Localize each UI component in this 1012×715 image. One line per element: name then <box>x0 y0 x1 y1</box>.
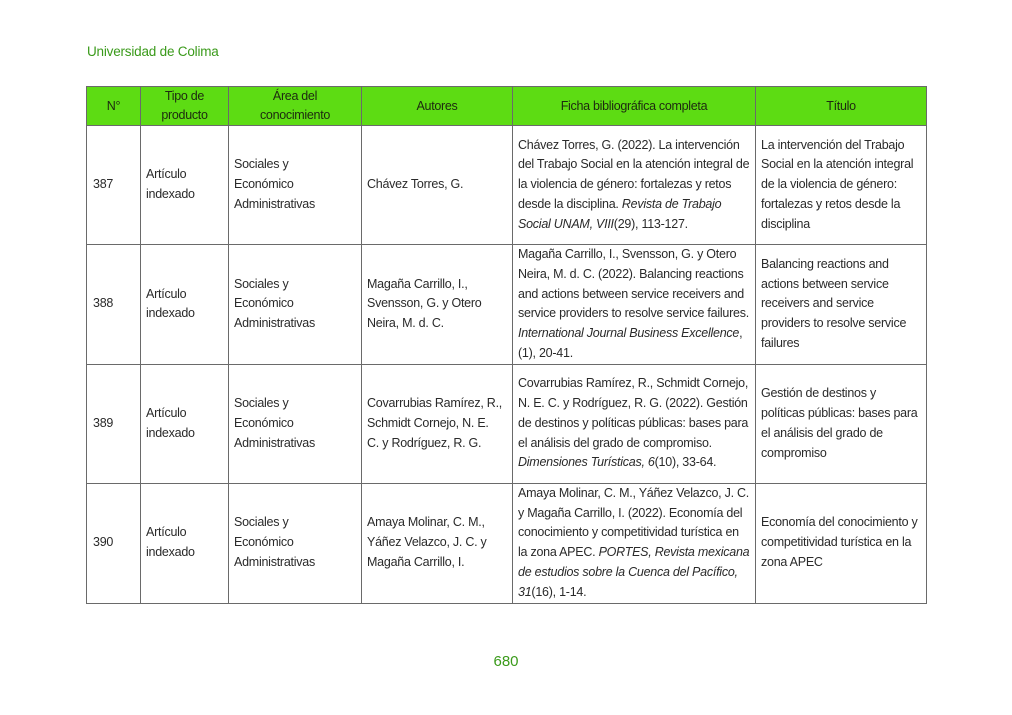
cell-tipo: Artículo indexado <box>141 483 229 603</box>
table-row <box>87 245 927 365</box>
cell-ficha <box>513 364 756 483</box>
cell-autores: Magaña Carrillo, I., Svensson, G. y Otero Neira, M. d. C. <box>362 245 513 365</box>
cell-tipo: Artículo indexado <box>141 126 229 245</box>
cell-ficha <box>513 126 756 245</box>
ficha-journal: Revista de Trabajo Social UNAM, VIII <box>518 196 722 231</box>
ficha-text: Chávez Torres, G. (2022). La intervención del Trabajo Social en la atención integral de la violencia de género: fortalezas y retos desde la disciplina. <box>518 137 750 211</box>
header-area: Área del conocimiento <box>229 87 362 126</box>
ficha-journal: Dimensiones Turísticas, 6 <box>518 455 655 470</box>
cell-titulo: Balancing reactions and actions between service receivers and service providers to resolve service failures <box>756 245 927 365</box>
cell-num: 388 <box>87 245 141 365</box>
cell-area: Sociales y Económico Administrativas <box>229 364 362 483</box>
header-autores: Autores <box>362 87 513 126</box>
cell-ficha <box>513 245 756 365</box>
header-tipo: Tipo de producto <box>141 87 229 126</box>
header-num: N° <box>87 87 141 126</box>
bibliography-table <box>86 86 927 604</box>
cell-area: Sociales y Económico Administrativas <box>229 245 362 365</box>
cell-num: 389 <box>87 364 141 483</box>
cell-titulo: Gestión de destinos y políticas públicas: bases para el análisis del grado de compromiso <box>756 364 927 483</box>
cell-area: Sociales y Económico Administrativas <box>229 126 362 245</box>
ficha-journal: PORTES, Revista mexicana de estudios sobre la Cuenca del Pacífico, 31 <box>518 545 750 599</box>
header-titulo: Título <box>756 87 927 126</box>
cell-titulo: Economía del conocimiento y competitividad turística en la zona APEC <box>756 483 927 603</box>
ficha-pages: , (1), 20-41. <box>518 326 743 360</box>
ficha-text: Covarrubias Ramírez, R., Schmidt Cornejo, N. E. C. y Rodríguez, R. G. (2022). Gestión de destinos y políticas públicas: bases para el análisis del grado de compromiso. <box>518 376 749 450</box>
table-row <box>87 126 927 245</box>
ficha-text: Amaya Molinar, C. M., Yáñez Velazco, J. C. y Magaña Carrillo, I. (2022). Economía del conocimiento y competitividad turística en la zona APEC. <box>518 485 750 560</box>
ficha-journal: International Journal Business Excellence <box>518 326 740 341</box>
cell-num: 387 <box>87 126 141 245</box>
institution-header: Universidad de Colima <box>87 44 219 59</box>
header-ficha: Ficha bibliográfica completa <box>513 87 756 126</box>
page-number: 680 <box>493 653 519 670</box>
cell-autores: Covarrubias Ramírez, R., Schmidt Cornejo, N. E. C. y Rodríguez, R. G. <box>362 364 513 483</box>
cell-ficha <box>513 483 756 603</box>
ficha-pages: (10), 33-64. <box>654 455 717 470</box>
cell-tipo: Artículo indexado <box>141 364 229 483</box>
table-header-row <box>87 87 927 126</box>
table-row <box>87 483 927 603</box>
cell-autores: Chávez Torres, G. <box>362 126 513 245</box>
ficha-pages: (16), 1-14. <box>531 584 587 599</box>
cell-autores: Amaya Molinar, C. M., Yáñez Velazco, J. C. y Magaña Carrillo, I. <box>362 483 513 603</box>
cell-titulo: La intervención del Trabajo Social en la atención integral de la violencia de género: fortalezas y retos desde la disciplina <box>756 126 927 245</box>
cell-num: 390 <box>87 483 141 603</box>
ficha-text: Magaña Carrillo, I., Svensson, G. y Otero Neira, M. d. C. (2022). Balancing reactions and actions between service receivers and service providers to resolve service failures. <box>518 247 749 321</box>
ficha-pages: (29), 113-127. <box>613 216 688 231</box>
cell-area: Sociales y Económico Administrativas <box>229 483 362 603</box>
cell-tipo: Artículo indexado <box>141 245 229 365</box>
table-row <box>87 364 927 483</box>
